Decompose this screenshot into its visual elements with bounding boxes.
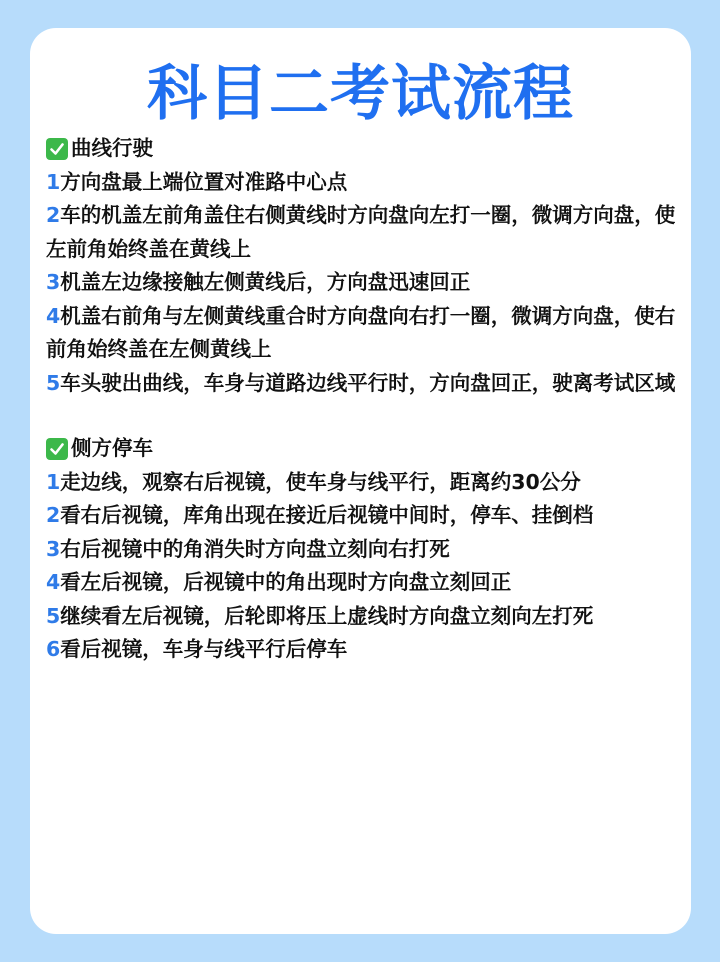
instructions xyxy=(46,132,686,667)
list-item xyxy=(46,266,686,300)
step-text: 看后视镜，车身与线平行后停车 xyxy=(60,637,348,661)
list-item xyxy=(46,633,686,667)
list-item xyxy=(46,533,686,567)
content-card xyxy=(30,28,691,934)
section-side-parking xyxy=(46,432,686,667)
step-text: 机盖右前角与左侧黄线重合时方向盘向右打一圈，微调方向盘，使右前角始终盖在左侧黄线上 xyxy=(46,303,676,361)
list-item xyxy=(46,499,686,533)
step-text: 车的机盖左前角盖住右侧黄线时方向盘向左打一圈，微调方向盘，使左前角始终盖在黄线上 xyxy=(46,203,676,261)
list-item xyxy=(46,600,686,634)
step-number: 3 xyxy=(46,270,61,294)
section-heading-label: 曲线行驶 xyxy=(71,136,153,160)
section-heading-label: 侧方停车 xyxy=(71,436,153,460)
list-item xyxy=(46,300,686,367)
list-item xyxy=(46,199,686,266)
step-number: 4 xyxy=(46,303,61,328)
check-mark-icon xyxy=(46,438,68,460)
check-mark-icon xyxy=(46,138,68,160)
step-number: 2 xyxy=(46,503,61,527)
step-text: 走边线，观察右后视镜，使车身与线平行，距离约30公分 xyxy=(60,469,581,494)
step-text: 看左后视镜，后视镜中的角出现时方向盘立刻回正 xyxy=(60,570,512,594)
step-number: 6 xyxy=(46,637,61,661)
step-number: 2 xyxy=(46,203,61,227)
step-text: 继续看左后视镜，后轮即将压上虚线时方向盘立刻向左打死 xyxy=(60,603,594,628)
section-heading xyxy=(46,132,686,166)
step-text: 车头驶出曲线，车身与道路边线平行时，方向盘回正，驶离考试区域 xyxy=(60,370,676,395)
list-item xyxy=(46,466,686,500)
step-text: 机盖左边缘接触左侧黄线后，方向盘迅速回正 xyxy=(60,270,471,294)
step-number: 1 xyxy=(46,169,61,194)
section-curve-driving xyxy=(46,132,686,400)
step-number: 1 xyxy=(46,469,61,494)
page-title: 科目二考试流程 xyxy=(147,59,574,129)
step-text: 看右后视镜，库角出现在接近后视镜中间时，停车、挂倒档 xyxy=(60,503,594,527)
list-item xyxy=(46,566,686,600)
step-number: 5 xyxy=(46,370,61,395)
step-text: 右后视镜中的角消失时方向盘立刻向右打死 xyxy=(60,536,450,561)
list-item xyxy=(46,367,686,401)
step-text: 方向盘最上端位置对准路中心点 xyxy=(60,169,348,194)
section-heading xyxy=(46,432,686,466)
step-number: 4 xyxy=(46,570,61,594)
list-item xyxy=(46,166,686,200)
step-number: 5 xyxy=(46,603,61,628)
step-number: 3 xyxy=(46,536,61,561)
